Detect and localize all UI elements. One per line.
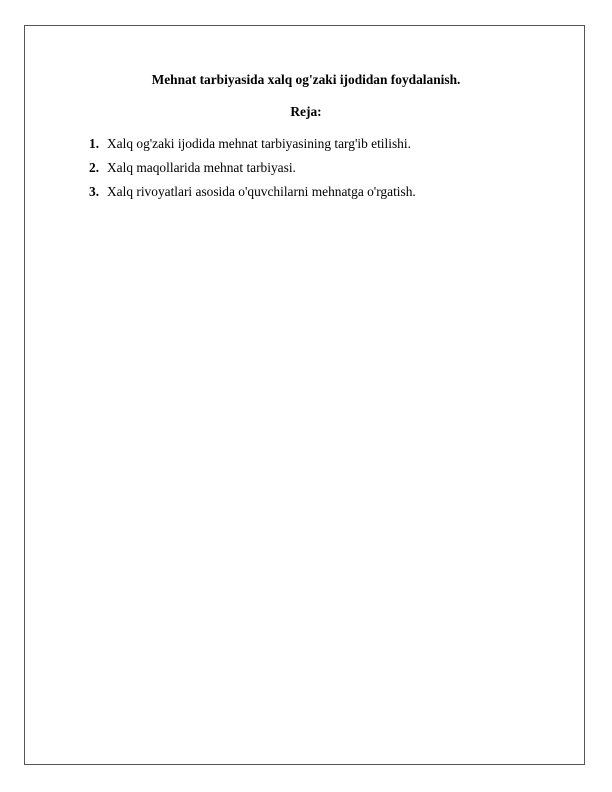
plan-heading: Reja: [290, 104, 322, 119]
plan-item [89, 160, 416, 184]
plan-item-text: Xalq og'zaki ijodida mehnat tarbiyasining targ'ib etilishi. [107, 136, 411, 151]
plan-item [89, 184, 416, 208]
plan-item-number: 2. [89, 160, 100, 175]
plan-item-text: Xalq maqollarida mehnat tarbiyasi. [107, 160, 296, 175]
plan-list [89, 136, 416, 208]
plan-item-text: Xalq rivoyatlari asosida o'quvchilarni mehnatga o'rgatish. [107, 184, 416, 199]
document-title: Mehnat tarbiyasida xalq og'zaki ijodidan foydalanish. [151, 72, 461, 87]
plan-item-number: 3. [89, 184, 100, 199]
plan-item [89, 136, 416, 160]
plan-item-number: 1. [89, 136, 100, 151]
